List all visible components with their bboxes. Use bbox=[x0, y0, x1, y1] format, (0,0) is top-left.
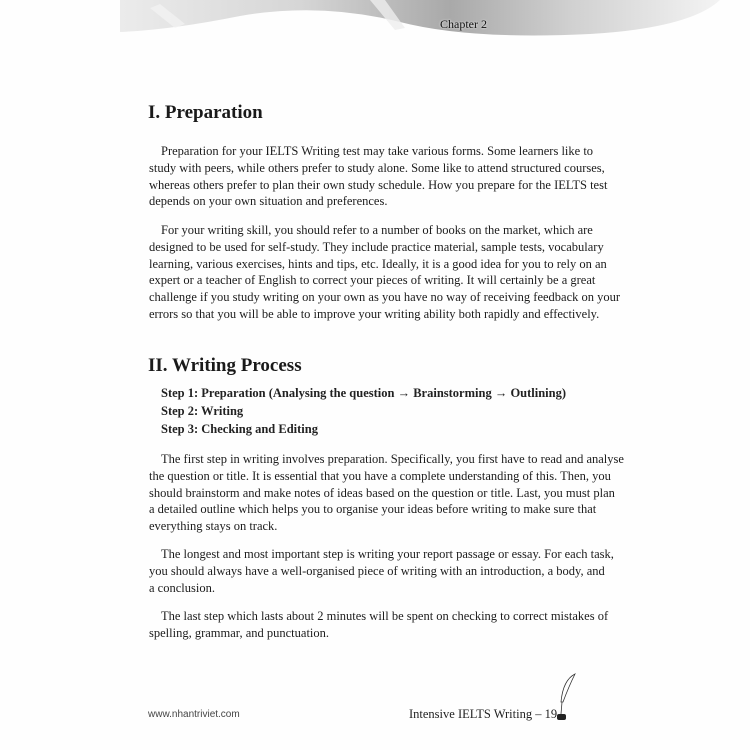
text-line: challenge if you study writing on your own as you have no way of receiving feedback on your bbox=[149, 290, 621, 305]
text-line: you should always have a well-organised piece of writing with an introduction, a body, and bbox=[149, 563, 605, 578]
text-line: depends on your own situation and preferences. bbox=[149, 194, 388, 209]
chapter-label: Chapter 2 bbox=[440, 17, 487, 31]
text-line: whereas others prefer to plan their own study schedule. How you prepare for the IELTS test bbox=[149, 177, 608, 192]
text-line: study with peers, while others prefer to study alone. Some like to attend structured courses, bbox=[149, 160, 605, 175]
quill-inkpot-icon bbox=[553, 672, 579, 724]
text-line: learning, various exercises, hints and tips, etc. Ideally, it is a good idea for you to rely on an bbox=[149, 256, 607, 271]
text-line: a detailed outline which helps you to organise your ideas before writing to make sure that bbox=[149, 502, 597, 517]
header-wave-decoration bbox=[0, 0, 750, 45]
paragraph bbox=[149, 608, 609, 642]
footer-book-page: Intensive IELTS Writing – 19 bbox=[409, 707, 558, 721]
paragraph bbox=[149, 222, 621, 323]
step-item: Step 2: Writing bbox=[161, 404, 244, 418]
text-line: expert or a teacher of English to correct your pieces of writing. It will certainly be a great bbox=[149, 273, 596, 288]
paragraph bbox=[149, 143, 608, 210]
text-line: everything stays on track. bbox=[149, 519, 278, 534]
text-line: should brainstorm and make notes of ideas based on the question or title. Last, you must plan bbox=[149, 485, 615, 500]
text-line: designed to be used for self-study. They include practice material, sample tests, vocabulary bbox=[149, 239, 604, 254]
section-heading-writing-process: II. Writing Process bbox=[148, 355, 302, 376]
footer-website: www.nhantriviet.com bbox=[148, 709, 240, 720]
text-line: the question or title. It is essential that you have a complete understanding of this. Then, you bbox=[149, 468, 611, 483]
text-line: The last step which lasts about 2 minutes will be spent on checking to correct mistakes of bbox=[161, 609, 609, 623]
steps-list bbox=[161, 384, 566, 438]
paragraph bbox=[149, 546, 614, 596]
text-line: errors so that you will be able to improve your writing ability both rapidly and effectively. bbox=[149, 306, 600, 321]
text-line: The first step in writing involves preparation. Specifically, you first have to read and analyse bbox=[161, 452, 624, 466]
step-item: Step 3: Checking and Editing bbox=[161, 422, 318, 436]
text-line: The longest and most important step is writing your report passage or essay. For each task, bbox=[161, 547, 614, 561]
section-heading-preparation: I. Preparation bbox=[148, 102, 263, 123]
text-line: Preparation for your IELTS Writing test may take various forms. Some learners like to bbox=[161, 144, 594, 158]
text-line: spelling, grammar, and punctuation. bbox=[149, 625, 330, 640]
text-line: For your writing skill, you should refer to a number of books on the market, which are bbox=[161, 223, 593, 237]
step-item: Step 1: Preparation (Analysing the question → Brainstorming → Outlining) bbox=[161, 386, 567, 400]
paragraph bbox=[149, 451, 624, 535]
text-line: a conclusion. bbox=[149, 580, 215, 595]
